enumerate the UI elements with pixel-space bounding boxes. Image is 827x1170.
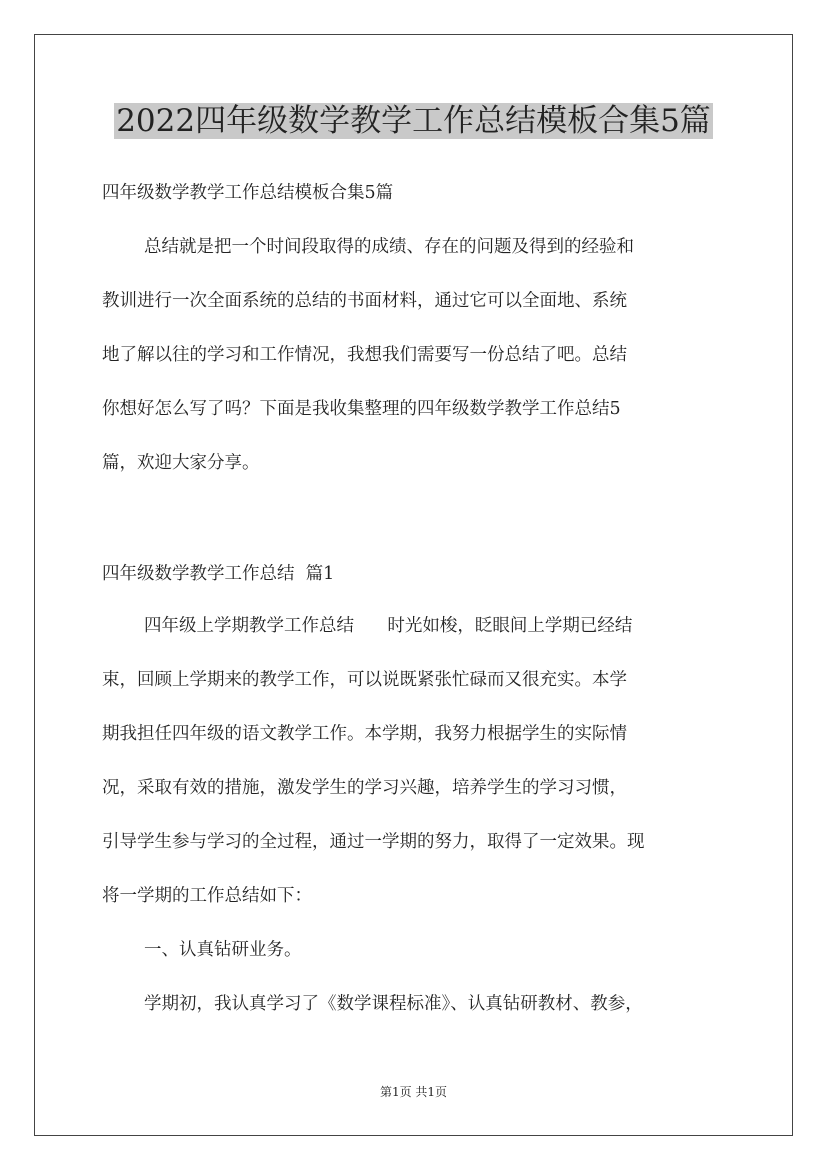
body-line-1: 四年级上学期教学工作总结 时光如梭，眨眼间上学期已经结 [144, 616, 633, 636]
intro-line-3: 地了解以往的学习和工作情况，我想我们需要写一份总结了吧。总结 [102, 345, 627, 365]
body-line-4: 况，采取有效的措施，激发学生的学习兴趣，培养学生的学习习惯， [102, 778, 627, 798]
document-title-text: 2022四年级数学教学工作总结模板合集5篇 [116, 103, 711, 139]
section-heading: 四年级数学教学工作总结 篇1 [102, 564, 335, 584]
document-subtitle: 四年级数学教学工作总结模板合集5篇 [102, 183, 394, 203]
body-line-3: 期我担任四年级的语文教学工作。本学期，我努力根据学生的实际情 [102, 724, 627, 744]
point-heading: 一、认真钻研业务。 [144, 940, 302, 960]
document-title [0, 98, 827, 144]
page-number: 第1页 共1页 [379, 1085, 448, 1099]
body-line-6: 将一学期的工作总结如下： [102, 886, 312, 906]
body-line-last: 学期初，我认真学习了《数学课程标准》、认真钻研教材、教参， [144, 994, 643, 1014]
intro-line-1: 总结就是把一个时间段取得的成绩、存在的问题及得到的经验和 [144, 237, 634, 257]
body-line-2: 束，回顾上学期来的教学工作，可以说既紧张忙碌而又很充实。本学 [102, 670, 627, 690]
intro-line-4: 你想好怎么写了吗？下面是我收集整理的四年级数学教学工作总结5 [102, 399, 621, 419]
body-line-5: 引导学生参与学习的全过程，通过一学期的努力，取得了一定效果。现 [102, 832, 645, 852]
intro-line-2: 教训进行一次全面系统的总结的书面材料，通过它可以全面地、系统 [102, 291, 627, 311]
intro-line-5: 篇，欢迎大家分享。 [102, 453, 260, 473]
